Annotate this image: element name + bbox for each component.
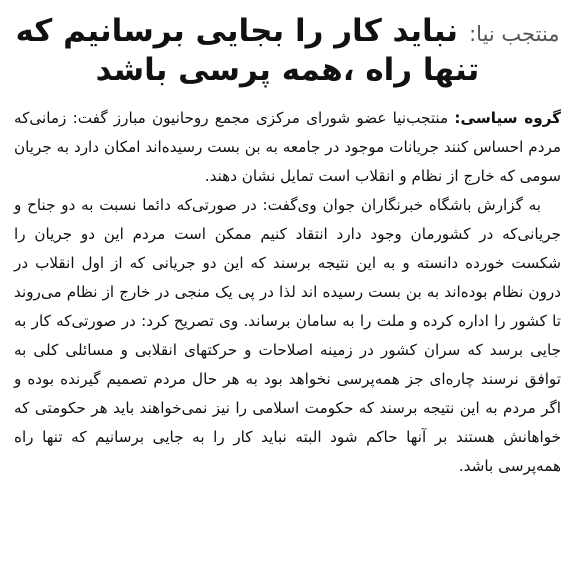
paragraph-1-text: منتجب‌نیا عضو شورای مرکزی مجمع روحانیون مبارز گفت: زمانی‌که مردم احساس کنند جریانات موجود در جامعه به بن بست رسیده‌اند امکان دارد به جریان سومی که خارج از نظام و انقلاب است تمایل نشان دهند. <box>14 108 561 185</box>
headline-line-2: تنها راه ،همه پرسی باشد <box>95 51 480 88</box>
article-body <box>14 104 561 481</box>
headline-spacer <box>14 90 561 104</box>
headline-line-1: نباید کار را بجایی برسانیم که <box>15 13 458 49</box>
headline <box>14 12 561 90</box>
article-paragraph-2: به گزارش باشگاه خبرنگاران جوان وی‌گفت: در صورتی‌که دائما نسبت به دو جناح و جریانی‌که در کشورمان وجود دارد انتقاد کنیم ممکن است مردم این دو جریان را شکست خورده دانسته و به این نتیجه برسند که این دو جریانی که از اول انقلاب در درون نظام بوده‌اند به بن بست رسیده اند لذا در پی یک منجی در خارج از نظام می‌روند تا کشور را اداره کرده و ملت را به سامان برساند. وی تصریح کرد: در صورتی‌که کار به جایی برسد که سران کشور در زمینه اصلاحات و حرکتهای انقلابی و مسائلی کلی به توافق نرسند چاره‌ای جز همه‌پرسی نخواهد بود به هر حال مردم تصمیم گیرنده بوده و اگر مردم به این نتیجه برسند که حکومت اسلامی را نیز نمی‌خواهند باید هر حکومتی که خواهانش هستند بر آنها حاکم شود البته نباید کار را به جایی برسانیم که تنها راه همه‌پرسی باشد. <box>14 195 561 475</box>
headline-kicker: منتجب نیا: <box>469 22 560 46</box>
lead-label: گروه سیاسی: <box>454 108 561 127</box>
article-paragraph-1 <box>14 104 561 191</box>
